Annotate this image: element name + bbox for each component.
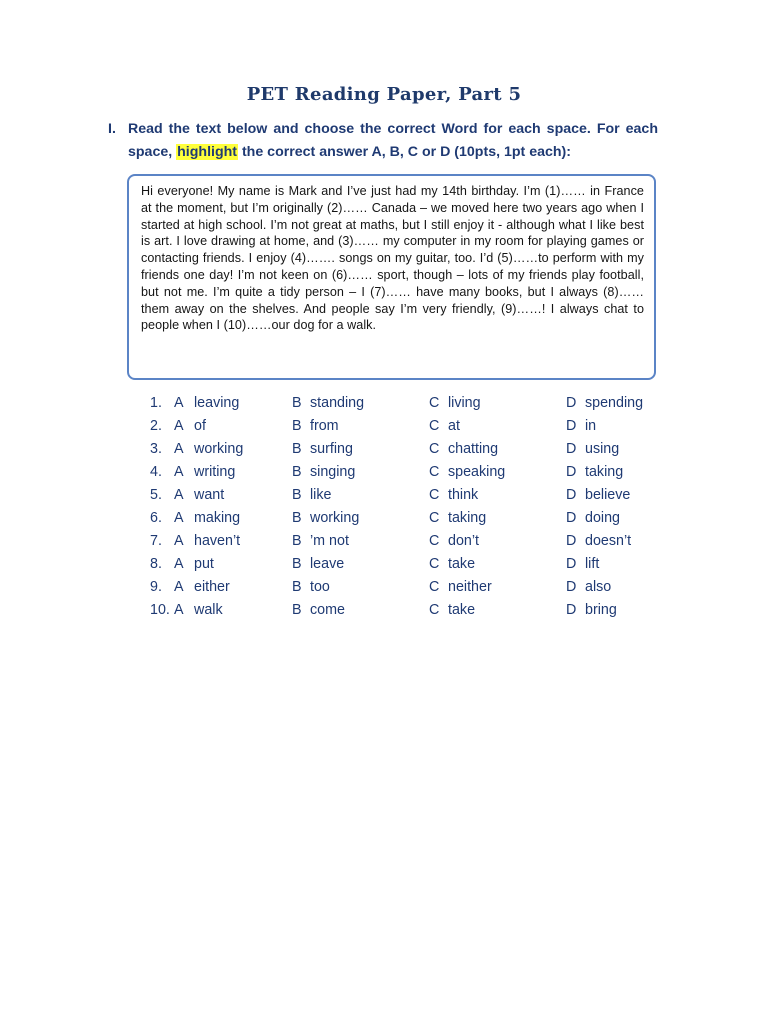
- reading-passage: Hi everyone! My name is Mark and I’ve just had my 14th birthday. I’m (1)…… in France at the moment, but I’m originally (2)…… Canada – we moved here two years ago when I started at high school. I’m not great at maths, but I still enjoy it - although what I like best is art. I love drawing at home, and (3)…… my computer in my room for playing games or contacting friends. I enjoy (4)……. songs on my guitar, too. I’d (5)……to perform with my friends one day! I’m not keen on (6)…… sport, though – lots of my friends play football, but not me. I’m quite a tidy person – I (7)…… have many books, but I always (8)……them away on the shelves. And people say I’m very friendly, (9)……! I always chat to people when I (10)……our dog for a walk.: [141, 184, 644, 333]
- option-letter-b: B: [292, 533, 302, 549]
- question-number: 5.: [150, 487, 162, 503]
- option-letter-c: C: [429, 579, 440, 595]
- option-letter-d: D: [566, 579, 577, 595]
- option-letter-d: D: [566, 418, 577, 434]
- option-letter-c: C: [429, 464, 440, 480]
- instruction-text-after: the correct answer A, B, C or D (10pts, 1pt each):: [238, 144, 571, 160]
- option-letter-c: C: [429, 487, 440, 503]
- instruction-line-2: [128, 141, 571, 164]
- option-letter-a: A: [174, 533, 184, 549]
- option-a[interactable]: walk: [194, 602, 223, 618]
- option-letter-b: B: [292, 441, 302, 457]
- option-b[interactable]: singing: [310, 464, 356, 480]
- option-c[interactable]: at: [448, 418, 460, 434]
- option-c[interactable]: chatting: [448, 441, 499, 457]
- option-a[interactable]: either: [194, 579, 230, 595]
- option-d[interactable]: in: [585, 418, 597, 434]
- option-b[interactable]: from: [310, 418, 339, 434]
- option-d[interactable]: lift: [585, 556, 600, 572]
- instruction-number: I.: [108, 121, 116, 137]
- option-letter-b: B: [292, 487, 302, 503]
- question-number: 4.: [150, 464, 162, 480]
- option-d[interactable]: doing: [585, 510, 620, 526]
- option-b[interactable]: come: [310, 602, 345, 618]
- option-c[interactable]: neither: [448, 579, 492, 595]
- question-number: 7.: [150, 533, 162, 549]
- option-c[interactable]: speaking: [448, 464, 506, 480]
- option-a[interactable]: want: [194, 487, 225, 503]
- option-letter-a: A: [174, 602, 184, 618]
- option-d[interactable]: taking: [585, 464, 624, 480]
- option-letter-a: A: [174, 579, 184, 595]
- option-letter-d: D: [566, 556, 577, 572]
- question-row: [0, 510, 768, 532]
- option-d[interactable]: doesn’t: [585, 533, 632, 549]
- option-b[interactable]: ’m not: [310, 533, 349, 549]
- option-d[interactable]: also: [585, 579, 612, 595]
- option-letter-c: C: [429, 395, 440, 411]
- question-number: 10.: [150, 602, 170, 618]
- option-letter-d: D: [566, 395, 577, 411]
- option-c[interactable]: take: [448, 602, 476, 618]
- option-a[interactable]: leaving: [194, 395, 240, 411]
- option-a[interactable]: working: [194, 441, 244, 457]
- option-letter-b: B: [292, 602, 302, 618]
- question-row: [0, 464, 768, 486]
- option-c[interactable]: think: [448, 487, 479, 503]
- question-number: 6.: [150, 510, 162, 526]
- option-c[interactable]: take: [448, 556, 476, 572]
- option-letter-a: A: [174, 556, 184, 572]
- option-letter-d: D: [566, 510, 577, 526]
- reading-passage-box: [127, 174, 656, 380]
- question-row: [0, 556, 768, 578]
- option-d[interactable]: using: [585, 441, 620, 457]
- option-c[interactable]: don’t: [448, 533, 480, 549]
- option-a[interactable]: of: [194, 418, 206, 434]
- question-row: [0, 602, 768, 624]
- instruction-text-before: space,: [128, 144, 177, 160]
- option-letter-b: B: [292, 418, 302, 434]
- question-number: 3.: [150, 441, 162, 457]
- option-letter-a: A: [174, 464, 184, 480]
- option-letter-a: A: [174, 418, 184, 434]
- option-b[interactable]: working: [310, 510, 360, 526]
- option-c[interactable]: taking: [448, 510, 487, 526]
- option-letter-d: D: [566, 441, 577, 457]
- option-letter-c: C: [429, 556, 440, 572]
- option-letter-c: C: [429, 602, 440, 618]
- option-b[interactable]: standing: [310, 395, 365, 411]
- question-number: 9.: [150, 579, 162, 595]
- option-letter-b: B: [292, 464, 302, 480]
- option-d[interactable]: believe: [585, 487, 631, 503]
- option-letter-b: B: [292, 510, 302, 526]
- option-letter-a: A: [174, 510, 184, 526]
- question-row: [0, 441, 768, 463]
- option-letter-c: C: [429, 418, 440, 434]
- option-a[interactable]: put: [194, 556, 214, 572]
- instruction-line-1: Read the text below and choose the correct Word for each space. For each: [128, 121, 658, 137]
- page-title: PET Reading Paper, Part 5: [246, 84, 522, 105]
- option-letter-d: D: [566, 464, 577, 480]
- question-row: [0, 533, 768, 555]
- option-letter-d: D: [566, 602, 577, 618]
- option-b[interactable]: surfing: [310, 441, 353, 457]
- option-letter-c: C: [429, 510, 440, 526]
- option-letter-b: B: [292, 395, 302, 411]
- option-d[interactable]: bring: [585, 602, 617, 618]
- option-b[interactable]: like: [310, 487, 332, 503]
- highlight-word: highlight: [177, 144, 238, 160]
- option-b[interactable]: too: [310, 579, 330, 595]
- option-a[interactable]: making: [194, 510, 241, 526]
- option-d[interactable]: spending: [585, 395, 644, 411]
- question-number: 1.: [150, 395, 162, 411]
- question-row: [0, 418, 768, 440]
- question-number: 8.: [150, 556, 162, 572]
- question-row: [0, 395, 768, 417]
- question-row: [0, 487, 768, 509]
- option-a[interactable]: haven’t: [194, 533, 241, 549]
- option-letter-d: D: [566, 533, 577, 549]
- question-row: [0, 579, 768, 601]
- option-letter-a: A: [174, 441, 184, 457]
- option-c[interactable]: living: [448, 395, 481, 411]
- option-letter-d: D: [566, 487, 577, 503]
- option-letter-a: A: [174, 395, 184, 411]
- option-letter-b: B: [292, 556, 302, 572]
- option-b[interactable]: leave: [310, 556, 345, 572]
- option-a[interactable]: writing: [194, 464, 236, 480]
- option-letter-b: B: [292, 579, 302, 595]
- option-letter-c: C: [429, 533, 440, 549]
- question-number: 2.: [150, 418, 162, 434]
- option-letter-a: A: [174, 487, 184, 503]
- option-letter-c: C: [429, 441, 440, 457]
